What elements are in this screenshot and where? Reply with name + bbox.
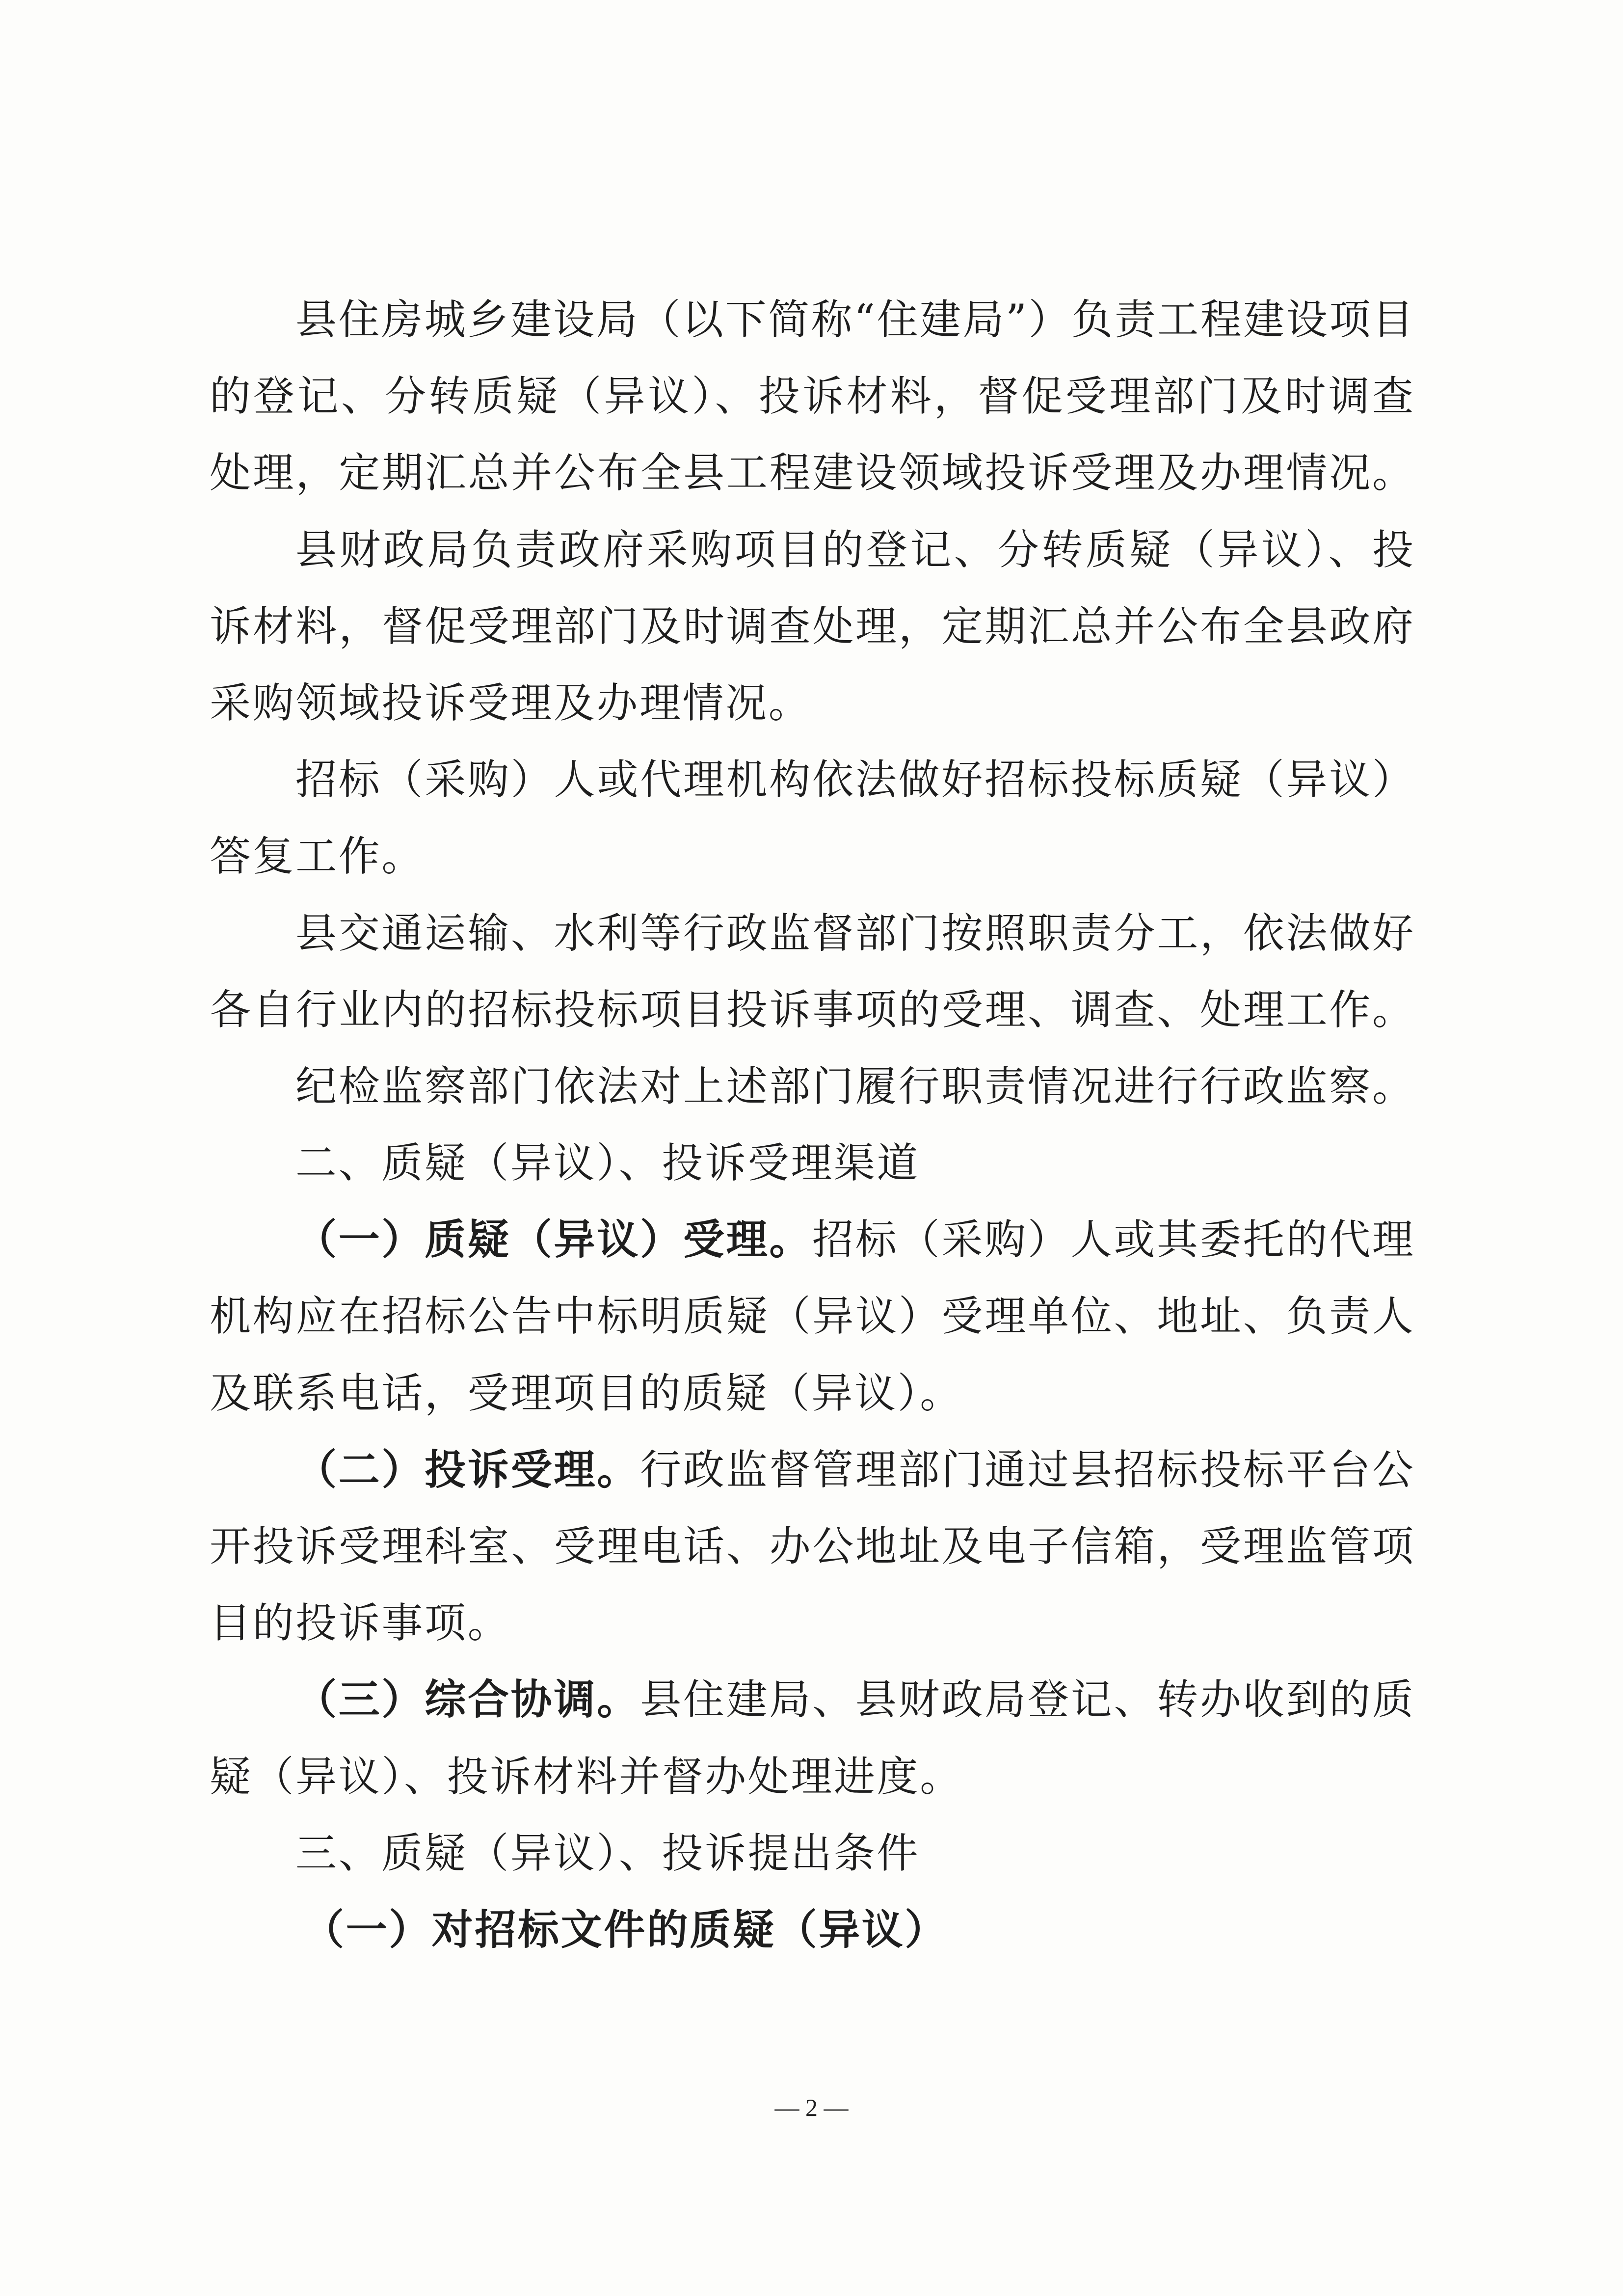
paragraph-line: 各自行业内的招标投标项目投诉事项的受理、调查、处理工作。	[210, 985, 1413, 1034]
paragraph-line	[210, 1201, 1413, 1278]
item-lead: （二）投诉受理。	[295, 1445, 640, 1494]
section-heading: 三、质疑（异议）、投诉提出条件	[295, 1829, 920, 1877]
paragraph-line: 及联系电话，受理项目的质疑（异议）。	[210, 1369, 963, 1417]
paragraph-finance-bureau	[210, 512, 1413, 742]
paragraph-line: 采购领域投诉受理及办理情况。	[210, 678, 812, 727]
paragraph-line: 机构应在招标公告中标明质疑（异议）受理单位、地址、负责人	[210, 1292, 1413, 1341]
item-lead: （三）综合协调。	[295, 1675, 640, 1724]
paragraph-line: 纪检监察部门依法对上述部门履行职责情况进行行政监察。	[295, 1062, 1413, 1110]
paragraph-line: 诉材料，督促受理部门及时调查处理，定期汇总并公布全县政府	[210, 602, 1413, 650]
paragraph-line	[210, 1661, 1413, 1738]
item-text: 县住建局、县财政局登记、转办收到的质	[640, 1675, 1413, 1724]
paragraph-line: 答复工作。	[210, 832, 425, 881]
item-lead: （一）质疑（异议）受理。	[295, 1215, 813, 1264]
paragraph-discipline-inspection	[210, 1048, 1413, 1125]
paragraph-supervision-departments	[210, 895, 1413, 1048]
paragraph-tenderer-agency	[210, 741, 1413, 894]
section-item-query-acceptance	[210, 1201, 1413, 1432]
document-body	[210, 281, 1413, 1968]
section-subheading: （一）对招标文件的质疑（异议）	[303, 1905, 948, 1954]
section-item-coordination	[210, 1661, 1413, 1814]
paragraph-line: 处理，定期汇总并公布全县工程建设领域投诉受理及办理情况。	[210, 449, 1413, 497]
section-heading: 二、质疑（异议）、投诉受理渠道	[295, 1139, 920, 1188]
paragraph-line: 疑（异议）、投诉材料并督办处理进度。	[210, 1752, 963, 1801]
paragraph-line	[210, 1432, 1413, 1508]
item-text: 行政监督管理部门通过县招标投标平台公	[640, 1445, 1413, 1494]
section-item-complaint-acceptance	[210, 1432, 1413, 1662]
paragraph-line: 县住房城乡建设局（以下简称“住建局”）负责工程建设项目	[295, 296, 1413, 344]
item-text: 招标（采购）人或其委托的代理	[812, 1216, 1413, 1264]
paragraph-line: 县财政局负责政府采购项目的登记、分转质疑（异议）、投	[295, 525, 1413, 574]
paragraph-line: 的登记、分转质疑（异议）、投诉材料，督促受理部门及时调查	[210, 372, 1413, 421]
paragraph-housing-bureau	[210, 281, 1413, 512]
paragraph-line: 县交通运输、水利等行政监督部门按照职责分工，依法做好	[295, 909, 1413, 957]
paragraph-line: 开投诉受理科室、受理电话、办公地址及电子信箱，受理监管项	[210, 1522, 1413, 1570]
page-number: — 2 —	[774, 2094, 849, 2121]
paragraph-line: 招标（采购）人或代理机构依法做好招标投标质疑（异议）	[295, 756, 1413, 804]
paragraph-line: 目的投诉事项。	[210, 1599, 511, 1648]
